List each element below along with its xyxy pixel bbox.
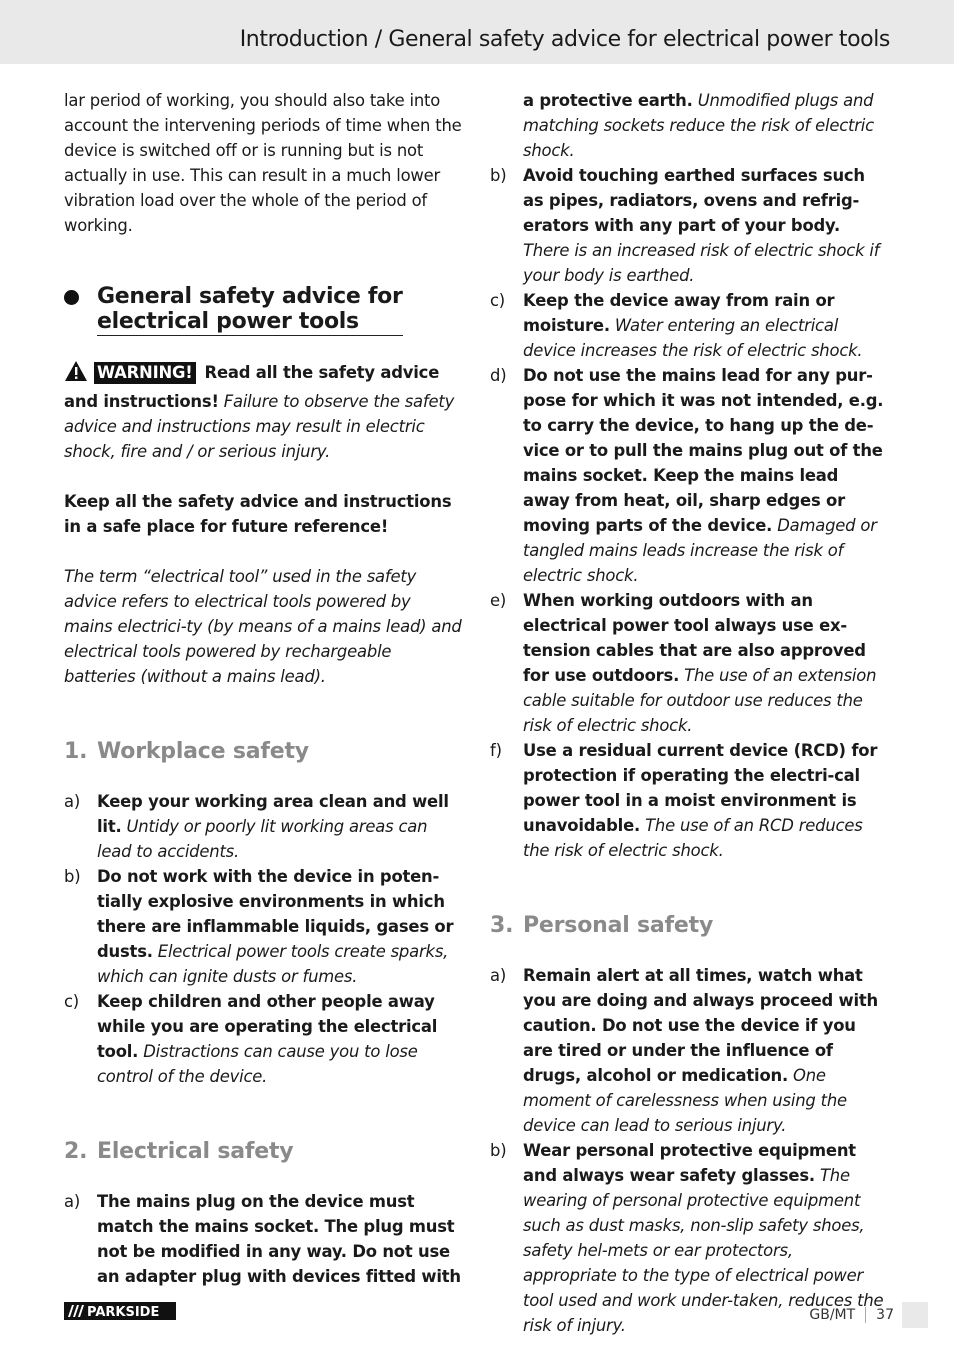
list-item-label: a)	[64, 792, 81, 811]
list-item-italic: Damaged or tangled mains leads increase the risk of electric shock.	[523, 516, 877, 585]
list-item	[64, 864, 464, 989]
warning-triangle-icon	[64, 360, 88, 389]
list-item-italic: The wearing of personal protective equipment such as dust masks, non-slip safety shoes, safety hel-mets or ear protectors, appropriate to the type of electrical power tool used and work under-taken, reduces the risk of injury.	[523, 1166, 884, 1335]
list-item-label: c)	[64, 992, 80, 1011]
list-item-italic: One moment of carelessness when using the device can lead to serious injury.	[523, 1066, 847, 1135]
list-item-bold: When working outdoors with an electrical power tool always use ex-tension cables that are also approved for use outdoors.	[523, 591, 866, 685]
term-note	[64, 564, 464, 689]
list-item-bold: Wear personal protective equipment and always wear safety glasses.	[523, 1141, 856, 1185]
page-header-title: Introduction / General safety advice for electrical power tools	[239, 27, 890, 52]
list-item-label: e)	[490, 591, 507, 610]
list-item-label: b)	[490, 166, 507, 185]
personal-safety-heading	[490, 913, 890, 938]
heading-number: 1.	[64, 739, 88, 764]
list-item-continued	[490, 88, 890, 163]
list-item	[490, 588, 890, 738]
list-item-label: a)	[490, 966, 507, 985]
list-item-bold: Keep the device away from rain or moisture.	[523, 291, 835, 335]
list-item-bold: Use a residual current device (RCD) for protection if operating the electri-cal power tool in a moist environment is unavoidable.	[523, 741, 878, 835]
list-item-label: a)	[64, 1192, 81, 1211]
list-item-label: f)	[490, 741, 502, 760]
section-heading-title	[97, 284, 403, 336]
term-note-text: The term “electrical tool” used in the safety advice refers to electrical tools powered by mains electrici-ty (by means of a mains lead) and electrical tools powered by rechargeable batteries (without a mains lead).	[64, 567, 462, 686]
list-item-bold: Keep children and other people away while you are operating the electrical tool.	[97, 992, 438, 1061]
heading-number: 3.	[490, 913, 514, 938]
list-item-bold: Avoid touching earthed surfaces such as pipes, radiators, ovens and refrig-erators with any part of your body.	[523, 166, 865, 235]
list-item-italic: There is an increased risk of electric shock if your body is earthed.	[523, 241, 880, 285]
section-heading-line-1: General safety advice for	[97, 284, 403, 309]
keep-notice	[64, 489, 464, 539]
heading-title: Personal safety	[523, 913, 714, 938]
list-item-label: b)	[490, 1141, 507, 1160]
section-heading	[64, 284, 464, 336]
heading-title: Electrical safety	[97, 1139, 294, 1164]
list-item	[64, 789, 464, 864]
list-item	[490, 288, 890, 363]
list-item	[490, 163, 890, 288]
warning-paragraph	[64, 360, 464, 464]
heading-number: 2.	[64, 1139, 88, 1164]
bullet-icon	[64, 290, 79, 305]
page-number: 37	[876, 1307, 894, 1323]
language-code: GB/MT	[809, 1307, 866, 1323]
list-item-bold: The mains plug on the device must match the mains socket. The plug must not be modified in any way. Do not use an adapter plug with devices fitted with	[97, 1192, 461, 1286]
list-item-italic: Untidy or poorly lit working areas can lead to accidents.	[97, 817, 428, 861]
left-column	[64, 88, 464, 1289]
list-item	[490, 363, 890, 588]
list-item	[64, 989, 464, 1089]
list-item	[490, 738, 890, 863]
brand-name: PARKSIDE	[87, 1305, 160, 1320]
list-item-italic: Distractions can cause you to lose control of the device.	[97, 1042, 418, 1086]
list-item-label: d)	[490, 366, 507, 385]
list-item-bold: Keep your working area clean and well lit.	[97, 792, 449, 836]
intro-paragraph: lar period of working, you should also take into account the intervening periods of time when the device is switched off or is running but is not actually in use. This can result in a much lower vibration load over the whole of the period of working.	[64, 91, 462, 235]
list-item-italic: Water entering an electrical device increases the risk of electric shock.	[523, 316, 863, 360]
heading-title: Workplace safety	[97, 739, 309, 764]
workplace-safety-heading	[64, 739, 464, 764]
list-item-bold: Remain alert at all times, watch what you are doing and always proceed with caution. Do not use the device if you are tired or under the influence of drugs, alcohol or medication.	[523, 966, 879, 1085]
list-item-italic: The use of an RCD reduces the risk of electric shock.	[523, 816, 863, 860]
list-item	[490, 963, 890, 1138]
brand-logo	[64, 1302, 176, 1324]
list-item-bold: Do not use the mains lead for any pur-pose for which it was not intended, e.g. to carry the device, to hang up the de-vice or to pull the mains plug out of the mains socket. Keep the mains lead away from heat, oil, sharp edges or moving parts of the device.	[523, 366, 884, 535]
warning-italic-text: Failure to observe the safety advice and instructions may result in electric shock, fire and / or serious injury.	[64, 392, 455, 461]
list-item-label: c)	[490, 291, 506, 310]
list-item-bold: a protective earth.	[523, 91, 693, 110]
header-band	[0, 0, 954, 64]
electrical-safety-heading	[64, 1139, 464, 1164]
list-item-italic: Unmodified plugs and matching sockets reduce the risk of electric shock.	[523, 91, 874, 160]
right-column	[490, 88, 890, 1338]
warning-badge: WARNING!	[94, 362, 196, 384]
list-item-italic: Electrical power tools create sparks, which can ignite dusts or fumes.	[97, 942, 449, 986]
keep-notice-text: Keep all the safety advice and instructions in a safe place for future reference!	[64, 492, 452, 536]
page-tab-box	[902, 1302, 928, 1328]
list-item	[64, 1189, 464, 1289]
list-item-label: b)	[64, 867, 81, 886]
list-item-italic: The use of an extension cable suitable for outdoor use reduces the risk of electric shock.	[523, 666, 877, 735]
warning-bold-text: Read all the safety advice and instructions!	[64, 363, 440, 411]
page-footer	[809, 1302, 928, 1328]
section-heading-line-2: electrical power tools	[97, 309, 359, 334]
list-item-bold: Do not work with the device in poten-tially explosive environments in which there are inflammable liquids, gases or dusts.	[97, 867, 454, 961]
